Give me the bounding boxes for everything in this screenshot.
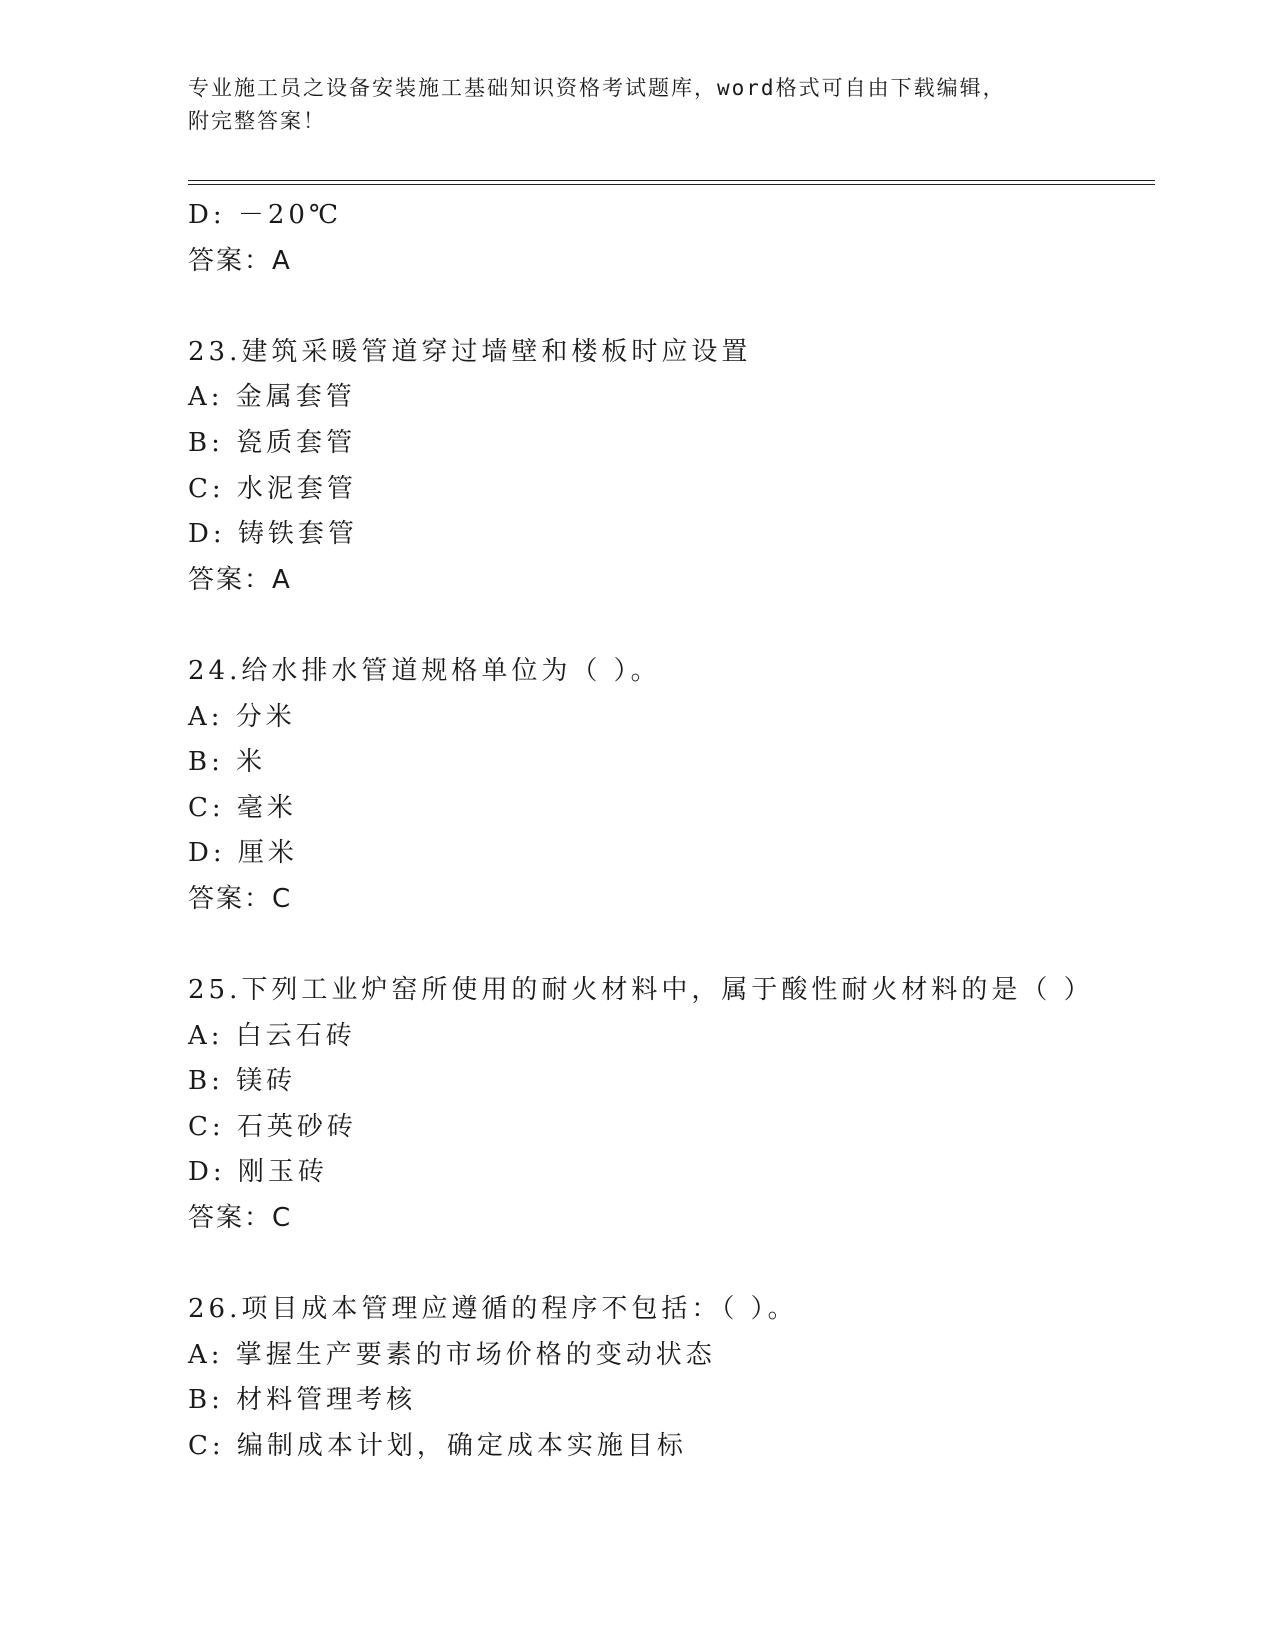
header-divider-top	[188, 180, 1155, 181]
question-list	[188, 193, 1155, 1470]
question-fragment	[188, 193, 1155, 284]
document-header	[188, 72, 1088, 138]
option-d: D: 刚玉砖	[188, 1157, 328, 1188]
option-b: B: 米	[188, 747, 267, 778]
option-d: D: 铸铁套管	[188, 519, 358, 550]
option-d: D: 厘米	[188, 838, 298, 869]
spacer	[188, 603, 1155, 649]
question-stem: 23.建筑采暖管道穿过墙壁和楼板时应设置	[188, 336, 752, 367]
question-26	[188, 1287, 1155, 1469]
answer: 答案：A	[188, 245, 292, 276]
option-a: A: 掌握生产要素的市场价格的变动状态	[188, 1339, 716, 1370]
header-divider-bottom	[188, 184, 1155, 185]
spacer	[188, 284, 1155, 330]
option-c: C: 水泥套管	[188, 473, 357, 504]
option-c: C: 编制成本计划，确定成本实施目标	[188, 1431, 687, 1462]
option-d: D: －20℃	[188, 200, 343, 230]
option-b: B: 材料管理考核	[188, 1385, 417, 1416]
answer: 答案：C	[188, 1203, 293, 1234]
option-c: C: 毫米	[188, 792, 297, 823]
question-stem: 26.项目成本管理应遵循的程序不包括：（ ）。	[188, 1294, 798, 1325]
question-stem: 24.给水排水管道规格单位为（ ）。	[188, 655, 661, 686]
question-stem: 25.下列工业炉窑所使用的耐火材料中，属于酸性耐火材料的是（ ）	[188, 975, 1094, 1006]
header-line-1: 专业施工员之设备安装施工基础知识资格考试题库，word格式可自由下载编辑，	[188, 76, 1006, 100]
option-b: B: 瓷质套管	[188, 427, 357, 458]
answer: 答案：C	[188, 883, 293, 914]
option-c: C: 石英砂砖	[188, 1111, 357, 1142]
option-b: B: 镁砖	[188, 1066, 297, 1097]
spacer	[188, 1242, 1155, 1288]
question-23	[188, 330, 1155, 604]
option-a: A: 白云石砖	[188, 1020, 356, 1051]
spacer	[188, 923, 1155, 969]
question-24	[188, 649, 1155, 923]
option-a: A: 分米	[188, 701, 296, 732]
option-a: A: 金属套管	[188, 382, 356, 413]
header-line-2: 附完整答案！	[188, 109, 326, 133]
answer: 答案：A	[188, 564, 292, 595]
question-25	[188, 968, 1155, 1242]
